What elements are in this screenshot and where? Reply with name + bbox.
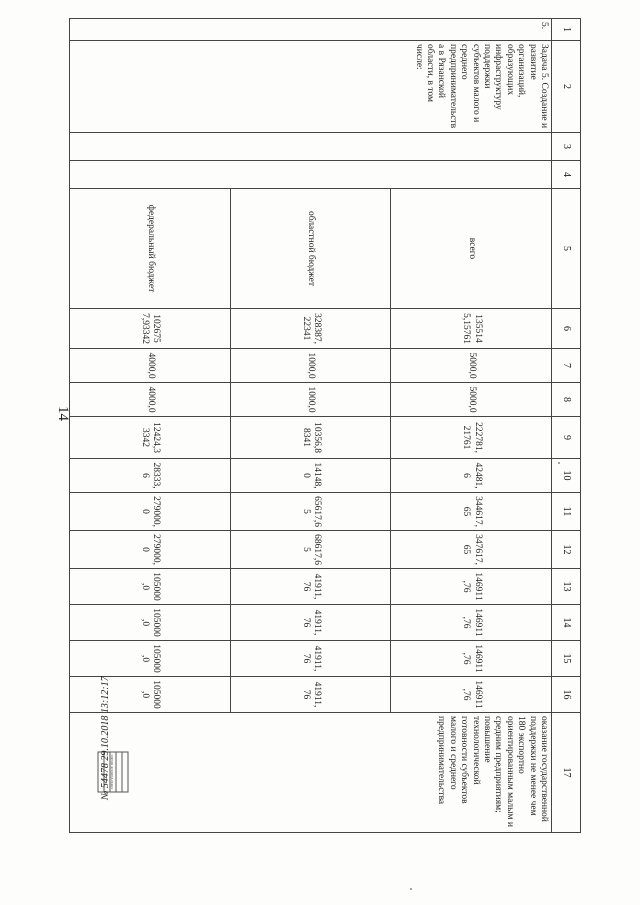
value-cell: 41911,76 (230, 569, 391, 605)
value-cell: 105000,0 (70, 677, 231, 713)
registration-number: № 54478 29.10.2018 13:12:17 (100, 676, 111, 800)
value-cell: 28333,6 (70, 459, 231, 493)
value-cell: 41911,76 (230, 605, 391, 641)
value-cell: 4000,0 (70, 383, 231, 417)
value-cell: 1355145,15761 (391, 309, 552, 349)
header-cell: 4 (552, 161, 581, 189)
scan-speck (558, 462, 560, 464)
value-cell: 14148,0 (230, 459, 391, 493)
value-cell: 105000,0 (70, 605, 231, 641)
scan-speck (410, 888, 412, 890)
value-cell: 146911,76 (391, 641, 552, 677)
header-cell: 10 (552, 459, 581, 493)
value-cell: 5000,0 (391, 383, 552, 417)
value-cell: 42481,6 (391, 459, 552, 493)
value-cell: 279000,0 (70, 531, 231, 569)
column-4-cell (70, 161, 552, 189)
header-cell: 13 (552, 569, 581, 605)
value-cell: 146911,76 (391, 605, 552, 641)
header-cell: 16 (552, 677, 581, 713)
header-cell: 11 (552, 493, 581, 531)
stamp-label: ЭЛЕКТРОННОЕ ПРАВО (110, 754, 114, 790)
value-cell: 105000,0 (70, 641, 231, 677)
header-cell: 15 (552, 641, 581, 677)
header-cell: 3 (552, 133, 581, 161)
header-cell: 2 (552, 41, 581, 133)
value-cell: 1000,0 (230, 349, 391, 383)
value-cell: 5000,0 (391, 349, 552, 383)
header-cell: 6 (552, 309, 581, 349)
expected-result: оказание государственной поддержки не менее чем 180 экспортно ориентированным малым и средним предприятиям; повышение технологической готовности субъектов малого и среднего предпринимательства (70, 713, 552, 833)
value-cell: 146911,76 (391, 569, 552, 605)
header-cell: 5 (552, 189, 581, 309)
value-cell: 105000,0 (70, 569, 231, 605)
budget-table-rotated (69, 18, 581, 827)
funding-source: областной бюджет (230, 189, 391, 309)
value-cell: 146911,76 (391, 677, 552, 713)
header-cell: 8 (552, 383, 581, 417)
page-number: 14 (55, 406, 71, 421)
row-number: 5. (70, 19, 552, 41)
value-cell: 41911,76 (230, 641, 391, 677)
header-cell: 1 (552, 19, 581, 41)
header-cell: 7 (552, 349, 581, 383)
value-cell: 12424,33342 (70, 417, 231, 459)
header-row (552, 19, 581, 833)
value-cell: 344617,65 (391, 493, 552, 531)
column-3-cell (70, 133, 552, 161)
value-cell: 65617,65 (230, 493, 391, 531)
header-cell: 14 (552, 605, 581, 641)
value-cell: 4000,0 (70, 349, 231, 383)
task-description: Задача 5. Создание и развитие организаций, образующих инфраструктуру поддержки субъектов малого и среднего предпринимательства в Рязанской области, в том числе: (70, 41, 552, 133)
header-cell: 12 (552, 531, 581, 569)
header-cell: 17 (552, 713, 581, 833)
value-cell: 328387,22341 (230, 309, 391, 349)
value-cell: 279000,0 (70, 493, 231, 531)
value-cell: 41911,76 (230, 677, 391, 713)
value-cell: 222781,21761 (391, 417, 552, 459)
value-cell: 1000,0 (230, 383, 391, 417)
value-cell: 10356,88341 (230, 417, 391, 459)
header-cell: 9 (552, 417, 581, 459)
funding-source: федеральный бюджет (70, 189, 231, 309)
table-row-total (391, 19, 552, 833)
funding-source: всего (391, 189, 552, 309)
value-cell: 68617,65 (230, 531, 391, 569)
value-cell: 1026757,93342 (70, 309, 231, 349)
budget-table (69, 18, 581, 833)
value-cell: 347617,65 (391, 531, 552, 569)
electronic-law-stamp (92, 640, 137, 800)
